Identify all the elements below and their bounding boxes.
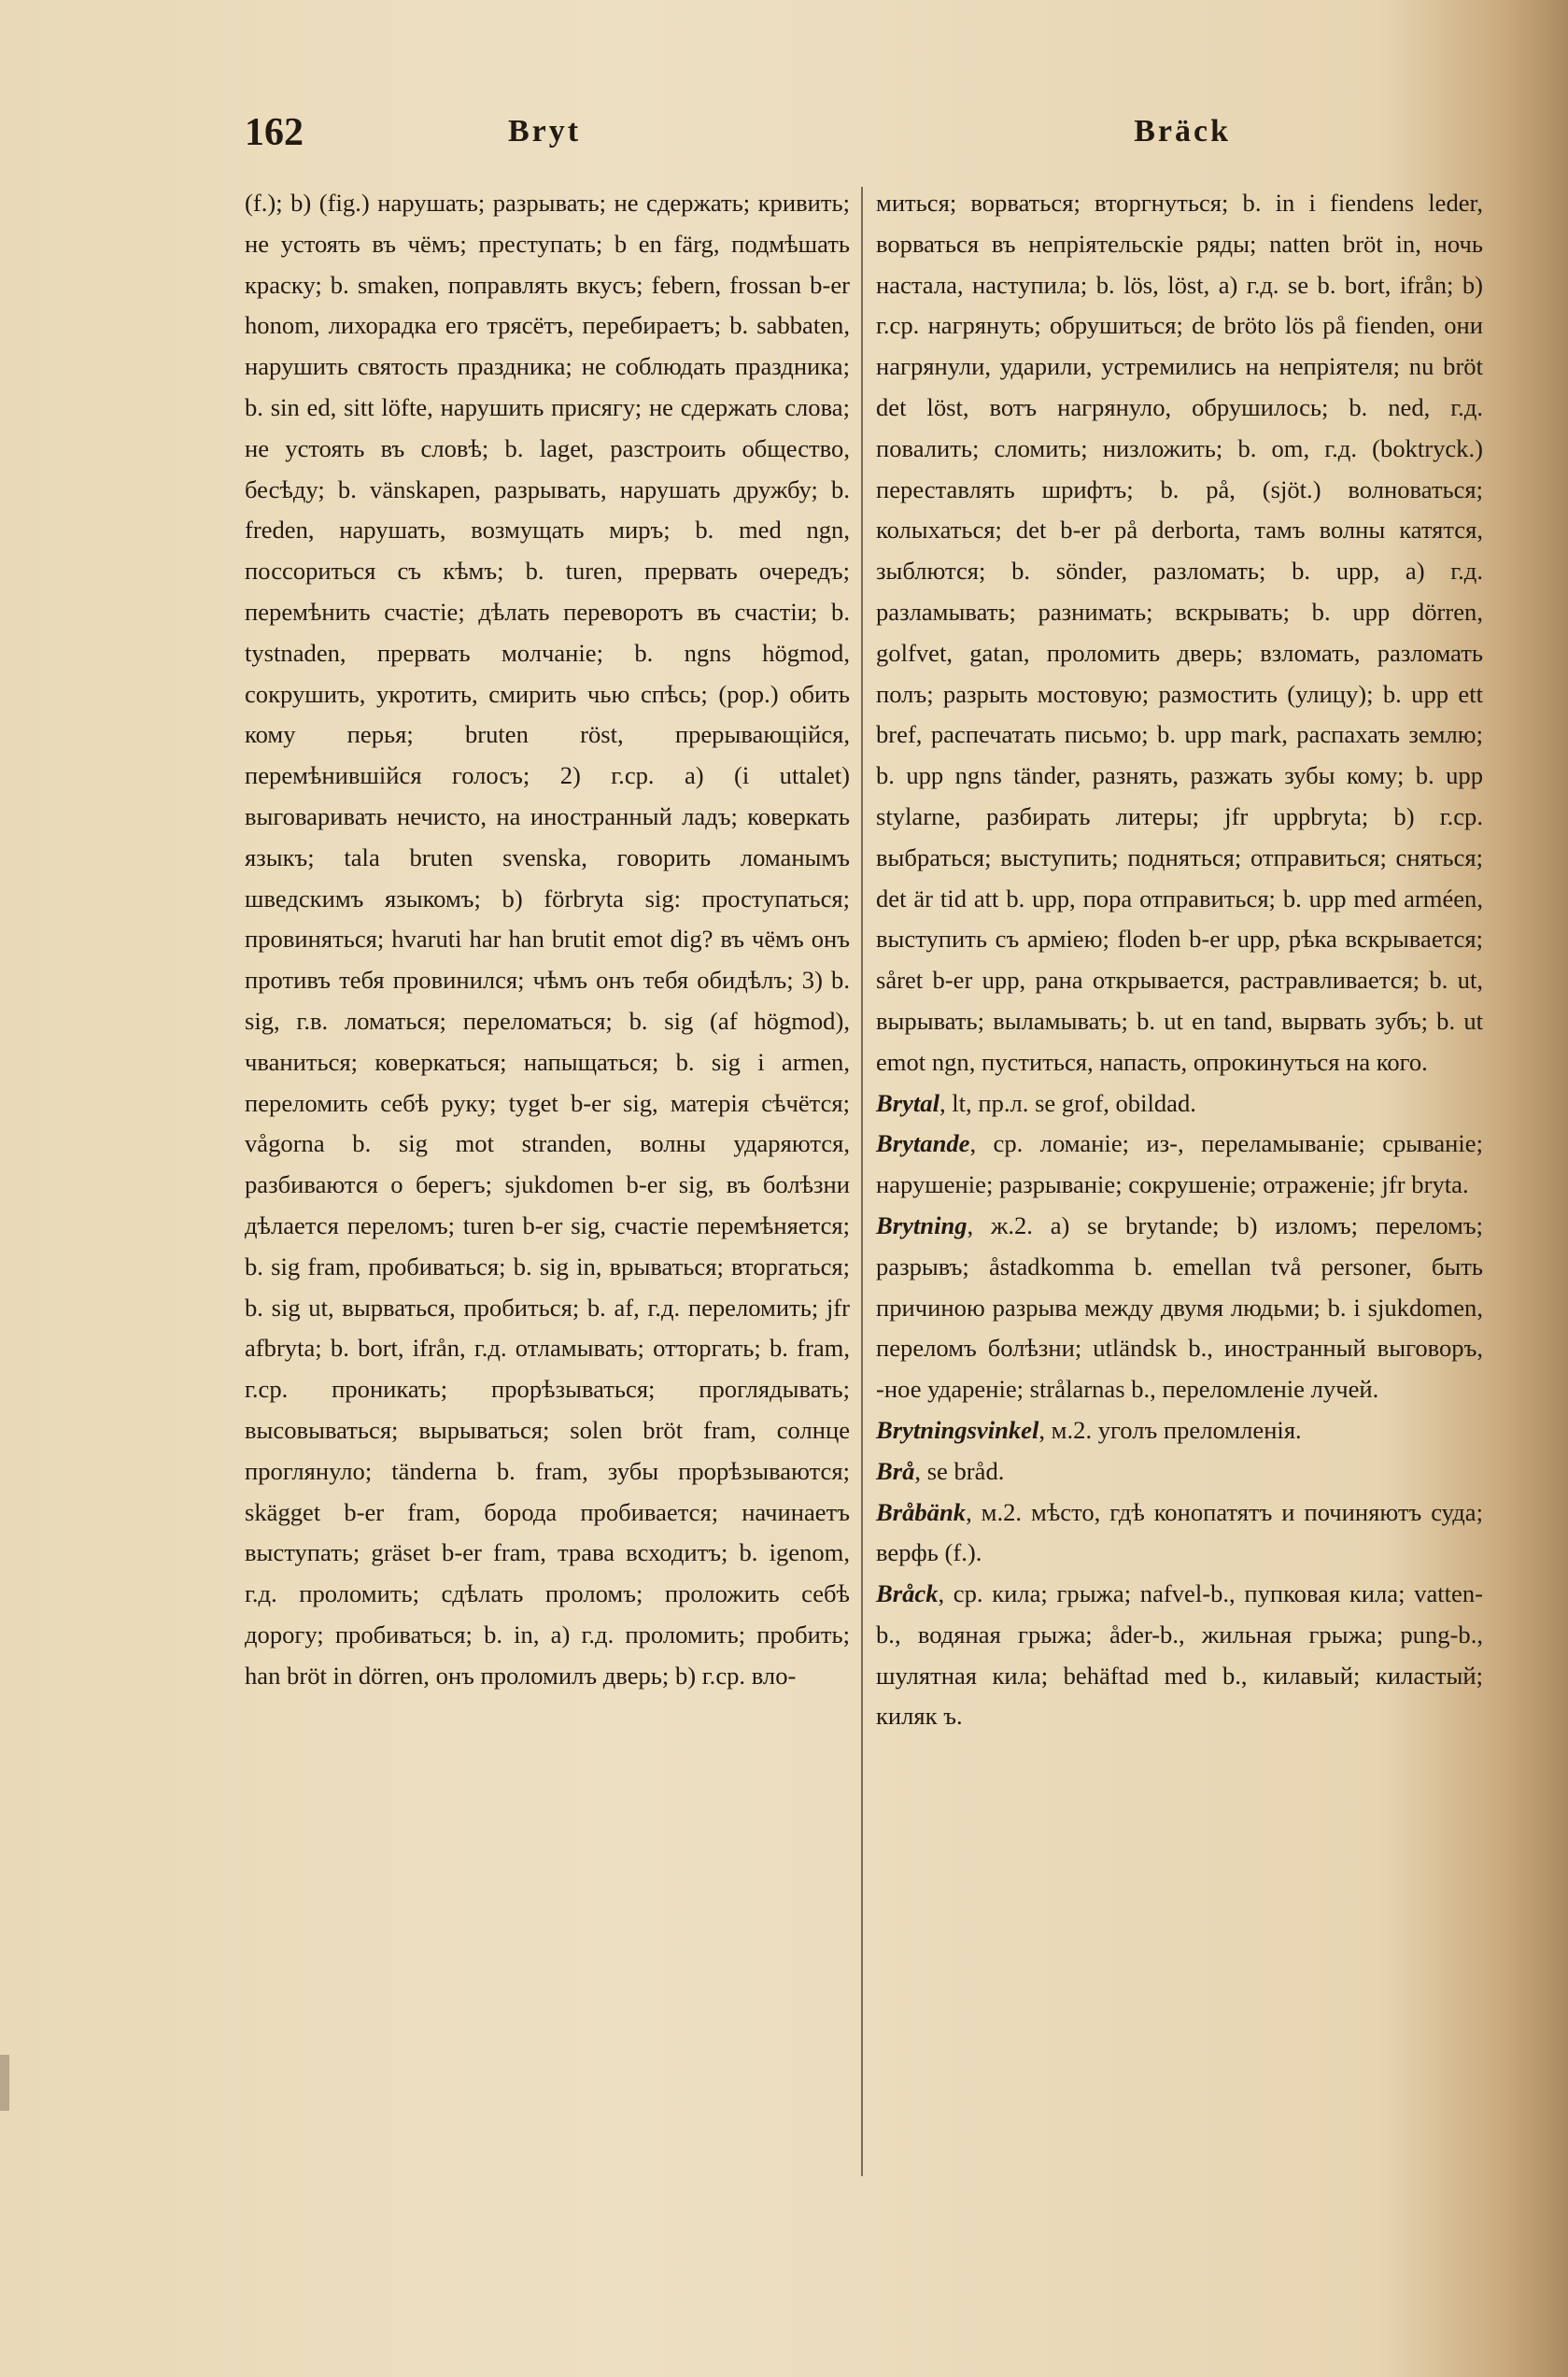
- entry: [876, 1493, 1483, 1575]
- column-divider: [861, 187, 863, 2176]
- page-number: 162: [245, 111, 304, 154]
- guide-word-left: Bryt: [508, 114, 582, 149]
- entry-text: , м.2. мѣсто, гдѣ конопатятъ и починяютъ суда; верфь (f.).: [876, 1497, 1483, 1567]
- left-column: [245, 183, 850, 1696]
- headword: Bråck: [876, 1579, 939, 1608]
- headword: Brå: [876, 1456, 915, 1485]
- headword: Bråbänk: [876, 1497, 967, 1526]
- entry-continuation: (f.); b) (fig.) нарушать; разрывать; не сдержать; кривить; не устоять въ чёмъ; преступать; b en färg, подмѣшать краску; b. smaken, поправлять вкусъ; febern, frossan b-er honom, лихорадка его трясётъ, перебираетъ; b. sabbaten, нарушить святость праздника; не соблюдать праздника; b. sin ed, sitt löfte, нарушить присягу; не сдержать слова; не устоять въ словѣ; b. laget, разстроить общество, бесѣду; b. vänskapen, разрывать, нарушать дружбу; b. freden, нарушать, возмущать миръ; b. med ngn, поссориться съ кѣмъ; b. turen, прервать очередъ; перемѣнить счастіе; дѣлать переворотъ въ счастіи; b. tystnaden, прервать молчаніе; b. ngns högmod, сокрушить, укротить, смирить чью спѣсь; (pop.) обить кому перья; bruten röst, прерывающійся, перемѣнившійся голосъ; 2) г.ср. a) (i uttalet) выговаривать нечисто, на иностранный ладъ; коверкать языкъ; tala bruten svenska, говорить ломанымъ шведскимъ языкомъ; b) förbryta sig: проступаться; провиняться; hvaruti har han brutit emot dig? въ чёмъ онъ противъ тебя провинился; чѣмъ онъ тебя обидѣлъ; 3) b. sig, г.в. ломаться; переломаться; b. sig (af högmod), чваниться; коверкаться; напыщаться; b. sig i armen, переломить себѣ руку; tyget b-er sig, матерія сѣчётся; vågorna b. sig mot stranden, волны ударяются, разбиваются о берегъ; sjukdomen b-er sig, въ болѣзни дѣлается переломъ; turen b-er sig, счастіе перемѣняется; b. sig fram, пробиваться; b. sig in, врываться; вторгаться; b. sig ut, вырваться, пробиться; b. af, г.д. переломить; jfr afbryta; b. bort, ifrån, г.д. отламывать; отторгать; b. fram, г.ср. проникать; прорѣзываться; проглядывать; высовываться; вырываться; solen bröt fram, солнце проглянуло; tänderna b. fram, зубы прорѣзываются; skägget b-er fram, борода пробивается; начинаетъ выступать; gräset b-er fram, трава всходитъ; b. igenom, г.д. проломить; сдѣлать проломъ; проложить себѣ дорогу; пробиваться; b. in, a) г.д. проломить; пробить; han bröt in dörren, онъ проломилъ дверь; b) г.ср. вло-: [245, 189, 850, 1690]
- entry: [876, 1124, 1483, 1206]
- headword: Brytande: [876, 1129, 970, 1158]
- entry-text: , м.2. уголъ преломленія.: [1038, 1415, 1302, 1444]
- guide-word-right: Bräck: [1134, 114, 1231, 149]
- entry-continuation: [876, 183, 1483, 1083]
- entry: [876, 1206, 1483, 1410]
- entry-text: , ж.2. a) se brytande; b) изломъ; переломъ; разрывъ; åstadkomma b. emellan två personer, быть причиною разрыва между двумя людьми; b. i sjukdomen, переломъ болѣзни; utländsk b., иностранный выговоръ, -ное удареніе; strålarnas b., переломленіе лучей.: [876, 1210, 1483, 1404]
- entry-text: , ср. ломаніе; из-, переламываніе; срываніе; нарушеніе; разрываніе; сокрушеніе; отраженіе; jfr bryta.: [876, 1129, 1483, 1199]
- headword: Brytning: [876, 1210, 968, 1239]
- entry: [876, 1574, 1483, 1737]
- entry-text: , se bråd.: [914, 1456, 1005, 1485]
- headword: Brytningsvinkel: [876, 1415, 1039, 1444]
- entry-text: миться; ворваться; вторгнуться; b. in i fiendens leder, ворваться въ непріятельскіе ряды; natten bröt in, ночь настала, наступила; b. lös, löst, a) г.д. se b. bort, ifrån; b) г.ср. нагрянуть; обрушиться; de bröto lös på fienden, они нагрянули, ударили, устремились на непріятеля; nu bröt det löst, вотъ нагрянуло, обрушилось; b. ned, г.д. повалить; сломить; низложить; b. om, г.д. (boktryck.) переставлять шрифтъ; b. på, (sjöt.) волноваться; колыхаться; det b-er på derborta, тамъ волны катятся, зыблются; b. sönder, разломать; b. upp, a) г.д. разламывать; разнимать; вскрывать; b. upp dörren, golfvet, gatan, проломить дверь; взломать, разломать полъ; разрыть мостовую; размостить (улицу); b. upp ett bref, распечатать письмо; b. upp mark, распахать землю; b. upp ngns tänder, разнять, разжать зубы кому; b. upp stylarne, разбирать литеры; jfr uppbryta; b) г.ср. выбраться; выступить; подняться; отправиться; сняться; det är tid att b. upp, пора отправиться; b. upp med arméen, выступить съ арміею; floden b-er upp, рѣка вскрывается; såret b-er upp, рана открывается, растравливается; b. ut, вырывать; выламывать; b. ut en tand, вырвать зубъ; b. ut emot ngn, пуститься, напасть, опрокинуться на кого.: [876, 189, 1483, 1076]
- margin-mark: [0, 2055, 9, 2111]
- entry-text: , ср. кила; грыжа; nafvel-b., пупковая кила; vatten-b., водяная грыжа; åder-b., жильная грыжа; pung-b., шулятная кила; behäftad med b., килавый; киластый; киляк ъ.: [876, 1579, 1483, 1731]
- entry: [876, 1083, 1483, 1125]
- page-header: [245, 110, 1231, 166]
- right-column: [876, 183, 1483, 1737]
- entry: [876, 1451, 1483, 1493]
- entry: [876, 1410, 1483, 1451]
- headword: Brytal: [876, 1088, 939, 1117]
- entry-text: , lt, пр.л. se grof, obildad.: [939, 1088, 1196, 1117]
